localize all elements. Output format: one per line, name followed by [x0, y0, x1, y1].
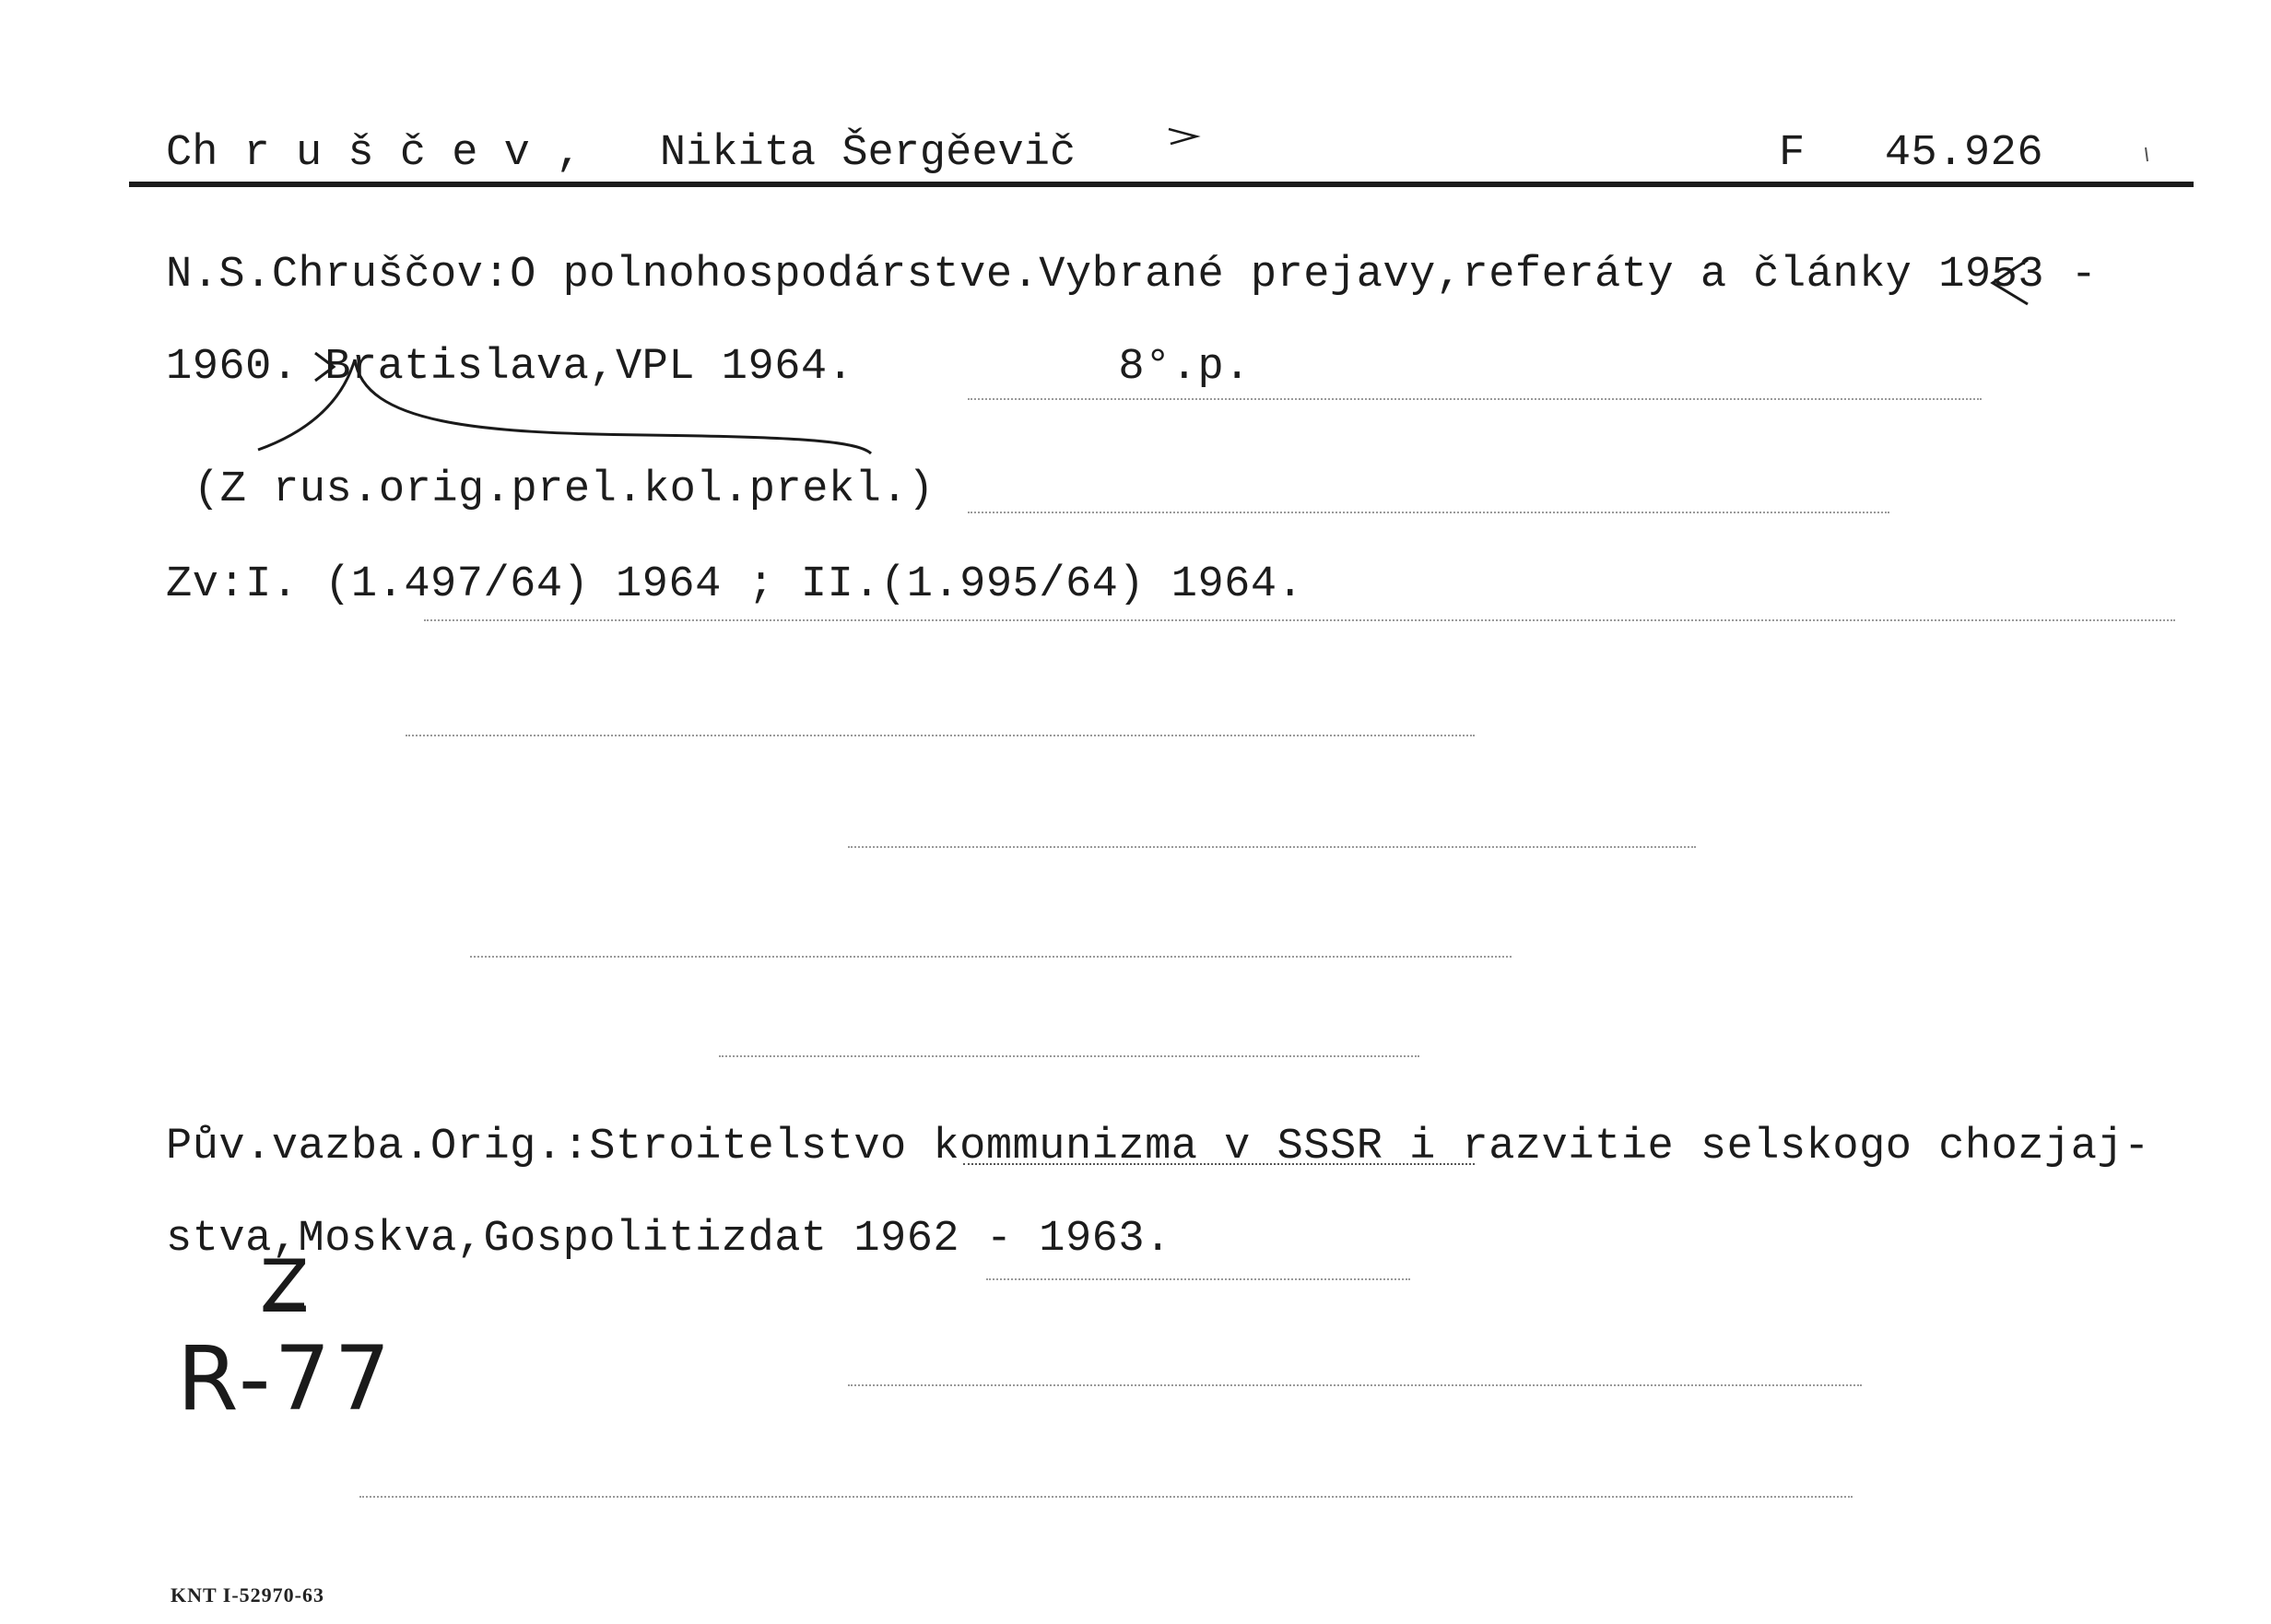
faint-dots-6: [470, 956, 1512, 958]
translation-note: (Z rus.orig.prel.kol.prekl.): [194, 465, 935, 514]
original-title-line-1: Pův.vazba.Orig.:Stroitelstvo kommunizma v SSSR i razvitie selskogo chozjaj-: [166, 1123, 2150, 1171]
original-title-line-2: stva,Moskva,Gospolitizdat 1962 - 1963.: [166, 1215, 1171, 1264]
header-rule: [129, 182, 2194, 187]
faint-dots-1: [968, 398, 1982, 400]
faint-dots-7: [719, 1055, 1419, 1057]
call-number: F 45.926: [1779, 129, 2044, 178]
original-title-underline: [963, 1163, 1475, 1165]
title-line-2: 1960. Bratislava,VPL 1964. 8°.p.: [166, 343, 1251, 392]
faint-dots-4: [406, 735, 1475, 736]
faint-dots-8: [986, 1278, 1410, 1280]
faint-dots-5: [848, 846, 1696, 848]
faint-dots-10: [359, 1496, 1853, 1498]
faint-dots-9: [848, 1384, 1862, 1386]
handwritten-z: Z: [260, 1246, 310, 1329]
volumes-line: Zv:I. (1.497/64) 1964 ; II.(1.995/64) 1964.: [166, 560, 1304, 609]
faint-dots-3: [424, 619, 2175, 621]
faint-dots-2: [968, 512, 1889, 513]
title-line-1: N.S.Chruščov:O polnohospodárstve.Vybrané prejavy,referáty a články 1953 -: [166, 251, 2098, 300]
form-number: KNT I-52970-63: [171, 1583, 324, 1606]
author-heading: Ch r u š č e v , Nikita Šergěevič: [166, 129, 1077, 178]
shelf-mark: R-77: [177, 1327, 394, 1430]
